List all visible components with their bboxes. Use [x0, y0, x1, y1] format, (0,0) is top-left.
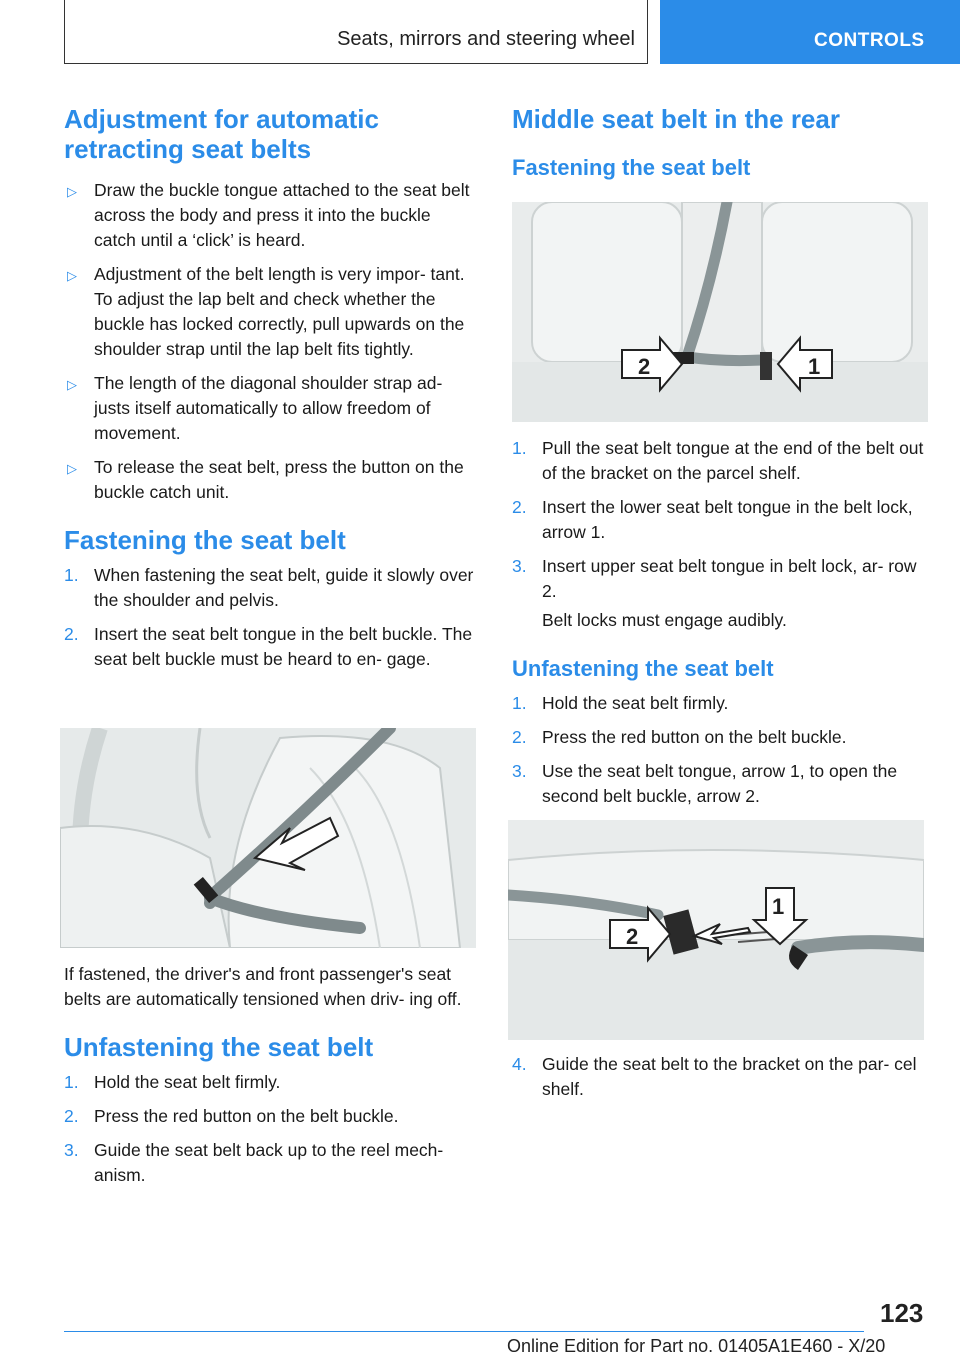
- list-item: 2. Press the red button on the belt buckle.: [64, 1104, 476, 1129]
- list-item: 2. Insert the lower seat belt tongue in the belt lock, arrow 1.: [512, 497, 913, 542]
- figure-front-seat-belt: [60, 728, 476, 948]
- step-number: 2.: [512, 497, 527, 517]
- list-item: 2. Insert the seat belt tongue in the belt buckle. The seat belt buckle must be heard to en‐ gage.: [64, 624, 473, 669]
- right-column-mid: [512, 436, 928, 818]
- step-number: 3.: [512, 556, 527, 576]
- step-number: 2.: [64, 1106, 79, 1126]
- unfastening-steps: [64, 1070, 476, 1188]
- list-item: 2. Press the red button on the belt buckle.: [512, 725, 928, 750]
- list-item: 4. Guide the seat belt to the bracket on the par‐ cel shelf.: [512, 1054, 917, 1099]
- step-number: 2.: [512, 727, 527, 747]
- list-item: 3. Guide the seat belt back up to the reel mech‐ anism.: [64, 1140, 444, 1185]
- list-item: ▷ Adjustment of the belt length is very impor‐ tant. To adjust the lap belt and check whether the buckle has locked correctly, pull upwards on the shoulder strap until the lap belt fits tightly.: [67, 264, 465, 359]
- list-item: 1. When fastening the seat belt, guide it slowly over the shoulder and pelvis.: [64, 565, 474, 610]
- step-number: 1.: [512, 438, 527, 458]
- fastening-steps: [64, 563, 476, 672]
- list-item: 1. Hold the seat belt firmly.: [512, 691, 928, 716]
- step-number: 3.: [512, 761, 527, 781]
- heading-rear-fastening: Fastening the seat belt: [512, 155, 751, 180]
- front-seat-illustration: [60, 728, 476, 948]
- rear-unfastening-steps: [512, 691, 928, 809]
- list-item: 1. Pull the seat belt tongue at the end of the belt out of the bracket on the parcel shelf.: [512, 438, 924, 483]
- list-item: 3. Use the seat belt tongue, arrow 1, to open the second belt buckle, arrow 2.: [512, 761, 898, 806]
- list-item: 1. Hold the seat belt firmly.: [64, 1070, 476, 1095]
- heading-rear-unfastening: Unfastening the seat belt: [512, 656, 774, 681]
- rear-fasten-illustration: [512, 202, 928, 422]
- list-item: 3. Insert upper seat belt tongue in belt lock, ar‐ row 2.: [512, 556, 917, 601]
- footer-divider: [64, 1331, 864, 1332]
- bullet-icon: ▷: [67, 184, 77, 199]
- bullet-icon: ▷: [67, 268, 77, 283]
- step-number: 1.: [64, 565, 79, 585]
- fastened-note: If fastened, the driver's and front passenger's seat belts are automatically tensioned when driv‐ ing off.: [64, 964, 462, 1009]
- left-column: [64, 104, 476, 681]
- engage-note: Belt locks must engage audibly.: [542, 610, 787, 630]
- header-frame: [64, 0, 648, 64]
- arrow-label-2: 2: [638, 354, 651, 379]
- rear-final-step: [512, 1052, 928, 1102]
- page-number: 123: [880, 1298, 924, 1328]
- list-item: ▷ The length of the diagonal shoulder strap ad‐ justs itself automatically to allow freedom of movement.: [67, 373, 443, 443]
- footer-edition: Online Edition for Part no. 01405A1E460 - X/20: [507, 1336, 886, 1356]
- arrow-label-1: 1: [772, 894, 785, 919]
- left-column-lower: [64, 962, 476, 1197]
- bullet-icon: ▷: [67, 461, 77, 476]
- adjustment-list: [64, 178, 476, 505]
- header-section-title: Seats, mirrors and steering wheel: [337, 28, 635, 50]
- heading-middle-seat-belt: Middle seat belt in the rear: [512, 104, 840, 134]
- step-number: 2.: [64, 624, 79, 644]
- header-tab-label: CONTROLS: [814, 30, 925, 51]
- right-column: [512, 104, 928, 182]
- step-number: 4.: [512, 1054, 527, 1074]
- rear-unfasten-illustration: [508, 820, 924, 1040]
- heading-fastening: Fastening the seat belt: [64, 525, 346, 555]
- list-item: ▷ To release the seat belt, press the button on the buckle catch unit.: [67, 457, 464, 502]
- bullet-icon: ▷: [67, 377, 77, 392]
- figure-rear-fasten: [512, 202, 928, 422]
- step-number: 1.: [512, 693, 527, 713]
- rear-fastening-steps: [512, 436, 928, 604]
- header-tab-controls[interactable]: [660, 0, 960, 64]
- arrow-label-1: 1: [808, 354, 821, 379]
- step-number: 1.: [64, 1072, 79, 1092]
- heading-unfastening: Unfastening the seat belt: [64, 1032, 374, 1062]
- step-number: 3.: [64, 1140, 79, 1160]
- list-item: ▷ Draw the buckle tongue attached to the seat belt across the body and press it into the buckle catch until a ‘click’ is heard.: [67, 180, 470, 250]
- heading-adjustment: Adjustment for automatic retracting seat belts: [64, 104, 379, 164]
- right-column-lower: [512, 1052, 928, 1111]
- arrow-label-2: 2: [626, 924, 639, 949]
- figure-rear-unfasten: [508, 820, 924, 1040]
